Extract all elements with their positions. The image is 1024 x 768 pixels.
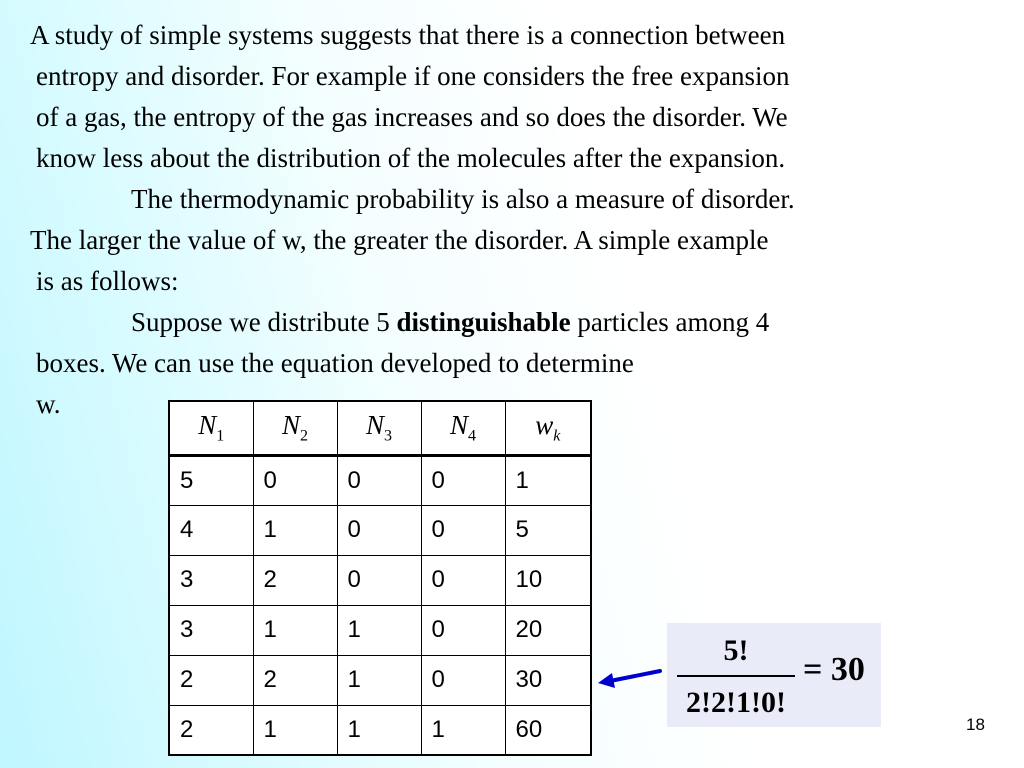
paragraph1-line1: A study of simple systems suggests that there is a connection between [30, 20, 786, 50]
table-cell: 1 [337, 705, 421, 755]
table-row [169, 655, 591, 705]
table-cell: 1 [337, 605, 421, 655]
table-cell: 0 [337, 455, 421, 505]
table-cell: 2 [253, 655, 337, 705]
paragraph1-line2: entropy and disorder. For example if one considers the free expansion [36, 61, 790, 91]
table-cell: 3 [169, 605, 253, 655]
table-row [169, 505, 591, 555]
table-cell: 1 [505, 455, 591, 505]
paragraph2-line3: is as follows: [36, 266, 179, 296]
table-row [169, 455, 591, 505]
table-cell: 20 [505, 605, 591, 655]
paragraph3-line3: w. [36, 389, 61, 419]
header-n4: $N_4$ [421, 401, 505, 455]
paragraph2-line1: The thermodynamic probability is also a measure of disorder. [131, 184, 795, 214]
paragraph2-line2: The larger the value of w, the greater the disorder. A simple example [30, 225, 769, 255]
header-n3: $N_3$ [337, 401, 421, 455]
fraction-denominator: 2!2!1!0! [686, 686, 786, 719]
table-cell: 0 [253, 455, 337, 505]
table-cell: 0 [421, 655, 505, 705]
formula-result: = 30 [803, 651, 865, 688]
paragraph1-line3: of a gas, the entropy of the gas increases and so does the disorder. We [36, 102, 788, 132]
fraction [677, 631, 795, 723]
table-cell: 0 [421, 555, 505, 605]
table-cell: 1 [253, 505, 337, 555]
table-cell: 1 [421, 705, 505, 755]
table-cell: 0 [421, 605, 505, 655]
table-cell: 5 [505, 505, 591, 555]
table-cell: 1 [337, 655, 421, 705]
table-cell: 0 [421, 505, 505, 555]
paragraph1-line4: know less about the distribution of the molecules after the expansion. [36, 143, 786, 173]
slide-number: 18 [966, 715, 985, 734]
table-cell: 1 [253, 705, 337, 755]
table-cell: 2 [169, 705, 253, 755]
formula-box [667, 623, 881, 727]
arrow-left-icon [598, 664, 662, 690]
fraction-numerator: 5! [723, 634, 749, 667]
table-cell: 30 [505, 655, 591, 705]
table-header-row [169, 401, 591, 455]
table-cell: 10 [505, 555, 591, 605]
distribution-table [168, 400, 592, 756]
header-n1: $N_1$ [169, 401, 253, 455]
fraction-bar [677, 675, 795, 677]
paragraph3-line1-post: particles among 4 [570, 307, 770, 337]
header-n2: $N_2$ [253, 401, 337, 455]
table-cell: 2 [169, 655, 253, 705]
header-wk: $w_k$ [505, 401, 591, 455]
paragraph3-line2: boxes. We can use the equation developed to determine [36, 348, 634, 378]
table-cell: 0 [337, 505, 421, 555]
table-row [169, 555, 591, 605]
table-cell: 1 [253, 605, 337, 655]
paragraph3-line1-pre: Suppose we distribute 5 [131, 307, 397, 337]
table-row [169, 705, 591, 755]
table-cell: 0 [421, 455, 505, 505]
table-row [169, 605, 591, 655]
table-cell: 2 [253, 555, 337, 605]
table-cell: 60 [505, 705, 591, 755]
table-cell: 4 [169, 505, 253, 555]
table-cell: 0 [337, 555, 421, 605]
table-cell: 5 [169, 455, 253, 505]
table-cell: 3 [169, 555, 253, 605]
paragraph3-line1 [131, 302, 769, 343]
distinguishable-emphasis: distinguishable [396, 307, 571, 337]
